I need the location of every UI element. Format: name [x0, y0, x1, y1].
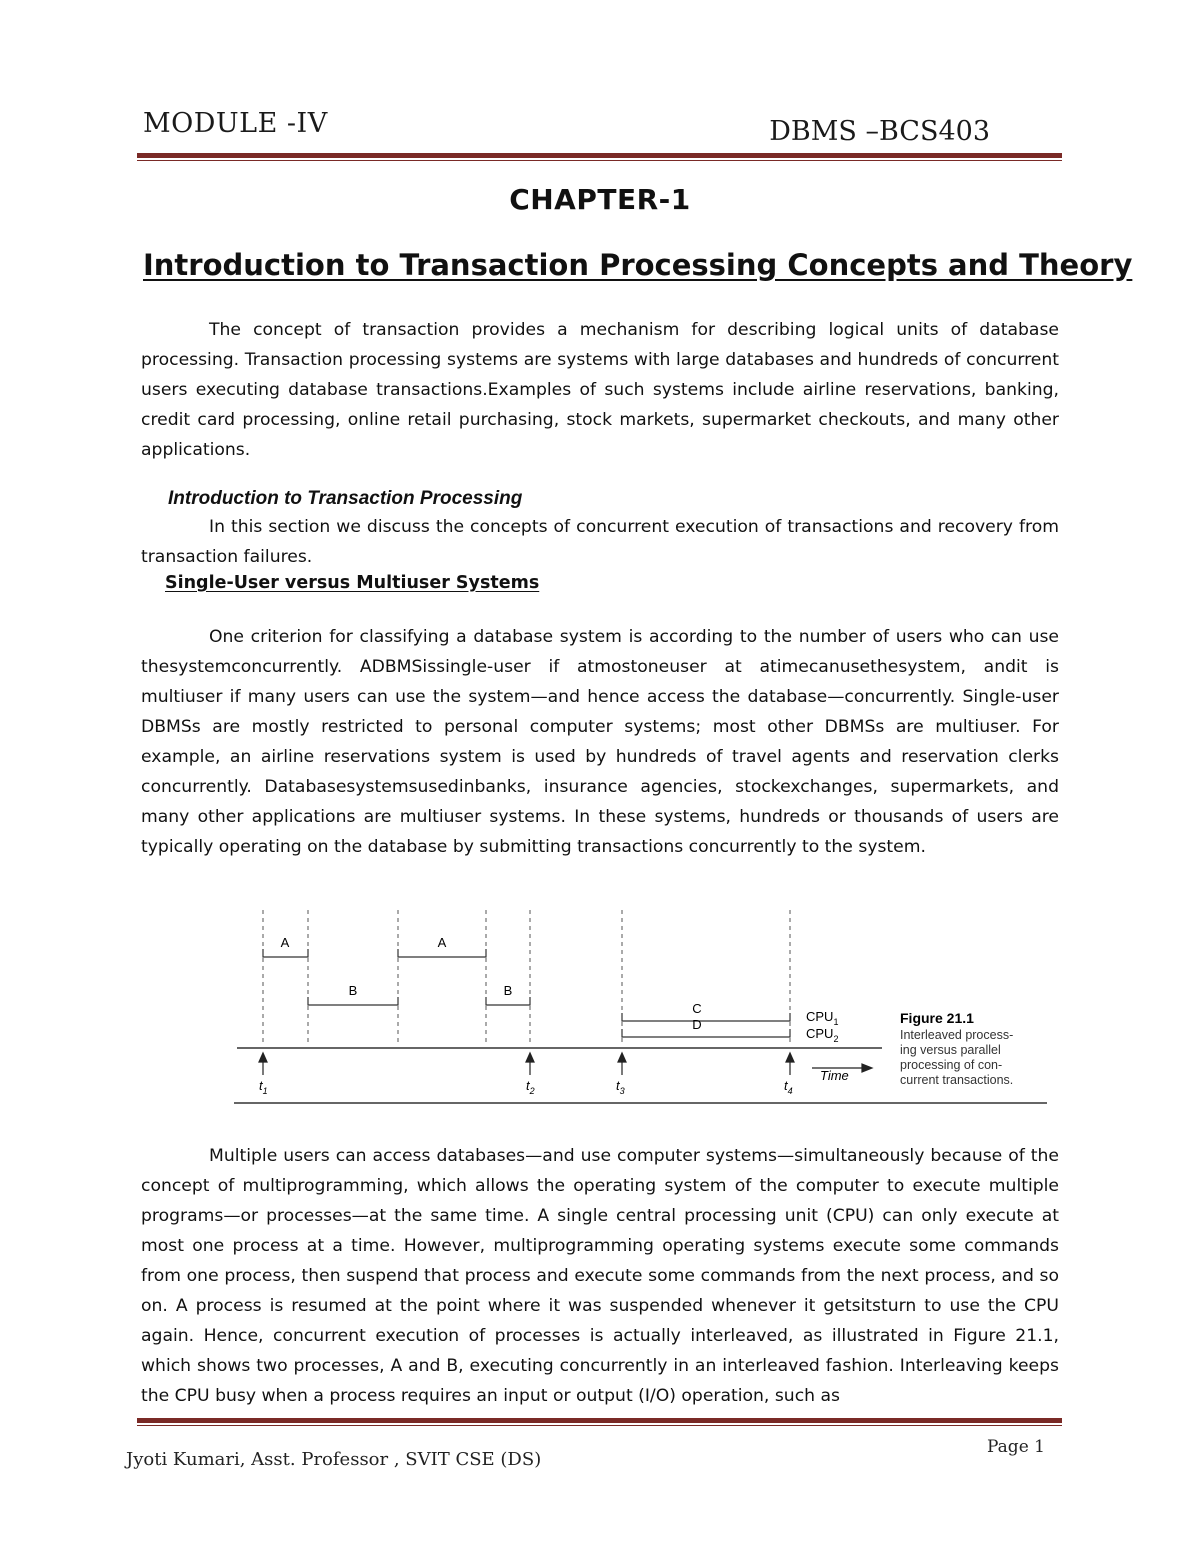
- header-rule: [137, 153, 1062, 158]
- arrowhead-t1: [259, 1053, 267, 1062]
- label-c: C: [692, 1001, 702, 1016]
- page-title: Introduction to Transaction Processing Concepts and Theory: [143, 248, 1133, 282]
- label-cpu2: $CPU_2$: [806, 1026, 839, 1044]
- figure-caption-line: Interleaved process-: [900, 1028, 1014, 1042]
- subsection-heading: Single-User versus Multiuser Systems: [165, 573, 540, 593]
- figure-caption-line: current transactions.: [900, 1073, 1014, 1087]
- arrowhead-t3: [618, 1053, 626, 1062]
- label-b2: B: [503, 983, 513, 998]
- figure-caption-line: ing versus parallel: [900, 1043, 1001, 1057]
- label-time: Time: [820, 1068, 849, 1083]
- header-rule-thin: [137, 160, 1062, 161]
- footer-rule: [137, 1418, 1062, 1423]
- subsection-text: One criterion for classifying a database system is according to the number of users who can use thesystemconcurrently. ADBMSissingle-user if atmostoneuser at atimecanusethesystem, andit is multiuser if many users can use the system—and hence access the database—concurrently. Single-user DBMSs are mostly restricted to personal computer systems; most other DBMSs are multiuser. For example, an airline reservations system is used by hundreds of travel agents and reservation clerks concurrently. Databasesystemsusedinbanks, insurance agencies, stockexchanges, supermarkets, and many other applications are multiuser systems. In these systems, hundreds or thousands of users are typically operating on the database by submitting transactions concurrently to the system.: [141, 627, 1059, 857]
- label-cpu1: $CPU_1$: [806, 1009, 839, 1027]
- label-a1: A: [280, 935, 290, 950]
- section-heading: Introduction to Transaction Processing: [168, 488, 523, 509]
- course-code: DBMS –BCS403: [769, 116, 990, 147]
- author-credit: Jyoti Kumari, Asst. Professor , SVIT CSE (DS): [126, 1449, 542, 1470]
- segment-b1: [308, 997, 398, 1005]
- figure-interleaved-processing: [232, 905, 1052, 1110]
- arrowhead-t2: [526, 1053, 534, 1062]
- footer-rule-thin: [137, 1425, 1062, 1426]
- figure-caption-line: processing of con-: [900, 1058, 1003, 1072]
- segment-c: [622, 1013, 790, 1021]
- label-t1: $t_1$: [259, 1078, 268, 1096]
- section-text: In this section we discuss the concepts of concurrent execution of transactions and recovery from transaction failures.: [141, 517, 1059, 567]
- label-t2: $t_2$: [526, 1078, 535, 1096]
- segment-d: [622, 1029, 790, 1037]
- arrowhead-t4: [786, 1053, 794, 1062]
- segment-a1: [263, 949, 308, 957]
- figure-caption-title: Figure 21.1: [900, 1010, 974, 1026]
- multiprogramming-text: Multiple users can access databases—and use computer systems—simultaneously because of the concept of multiprogramming, which allows the operating system of the computer to execute multiple programs—or processes—at the same time. A single central processing unit (CPU) can only execute at most one process at a time. However, multiprogramming operating systems execute some commands from one process, then suspend that process and execute some commands from the next process, and so on. A process is resumed at the point where it was suspended whenever it getsitsturn to use the CPU again. Hence, concurrent execution of processes is actually interleaved, as illustrated in Figure 21.1, which shows two processes, A and B, executing concurrently in an interleaved fashion. Interleaving keeps the CPU busy when a process requires an input or output (I/O) operation, such as: [141, 1146, 1059, 1406]
- intro-paragraph: [141, 315, 1059, 465]
- page-number: Page 1: [987, 1437, 1045, 1457]
- label-b1: B: [348, 983, 358, 998]
- label-d: D: [692, 1017, 702, 1032]
- module-label: MODULE -IV: [143, 108, 328, 139]
- chapter-heading: CHAPTER-1: [509, 183, 691, 216]
- section-paragraph: [141, 512, 1059, 572]
- label-t4: $t_4$: [784, 1078, 793, 1096]
- label-a2: A: [437, 935, 447, 950]
- segment-a2: [398, 949, 486, 957]
- multiprogramming-paragraph: [141, 1141, 1059, 1411]
- time-arrowhead: [862, 1064, 872, 1072]
- label-t3: $t_3$: [616, 1078, 625, 1096]
- subsection-paragraph: [141, 622, 1059, 862]
- intro-text: The concept of transaction provides a mechanism for describing logical units of database processing. Transaction processing systems are systems with large databases and hundreds of concurrent users executing database transactions.Examples of such systems include airline reservations, banking, credit card processing, online retail purchasing, stock markets, supermarket checkouts, and many other applications.: [141, 320, 1059, 460]
- segment-b2: [486, 997, 530, 1005]
